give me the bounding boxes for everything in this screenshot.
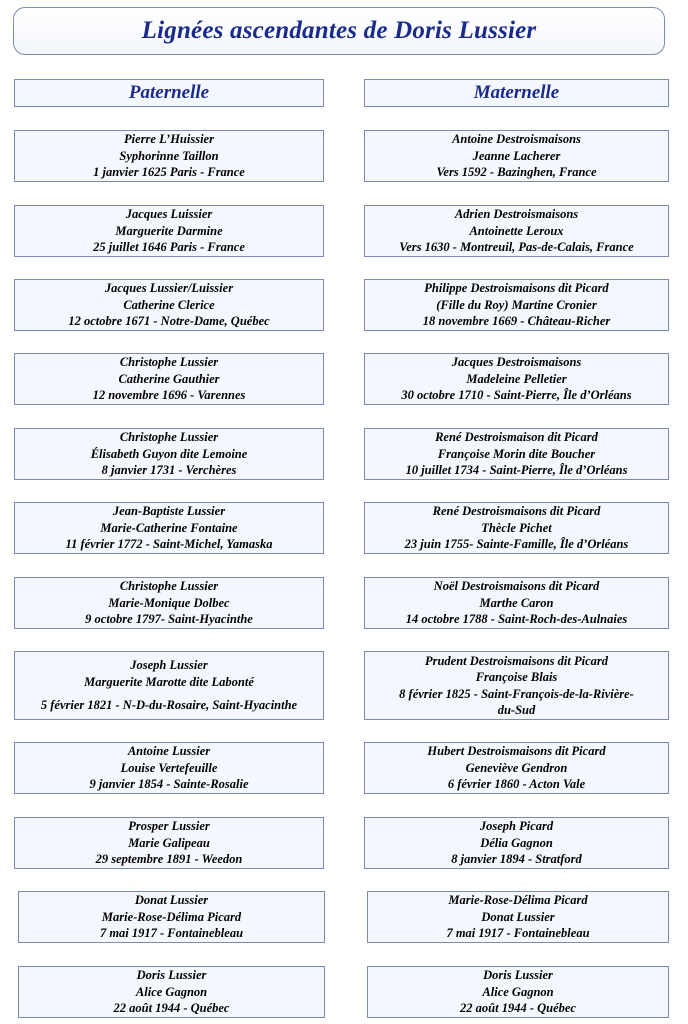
marriage-date-place: 23 juin 1755- Sainte-Famille, Île d’Orléans [404, 537, 629, 552]
paternal-generation-box [14, 651, 324, 720]
maternal-generation-box [364, 353, 669, 405]
spouse-name: (Fille du Roy) Martine Cronier [436, 297, 597, 312]
paternal-generation-box [14, 502, 324, 554]
ancestor-name: Philippe Destroismaisons dit Picard [424, 281, 609, 296]
marriage-date-place: 25 juillet 1646 Paris - France [93, 240, 245, 255]
ancestor-name: Doris Lussier [136, 968, 207, 983]
spouse-name: Marthe Caron [479, 595, 554, 610]
ancestor-name: Prosper Lussier [128, 819, 210, 834]
ancestor-name: Antoine Destroismaisons [452, 132, 581, 147]
maternal-generation-box [364, 817, 669, 869]
ancestor-name: Jean-Baptiste Lussier [112, 504, 226, 519]
marriage-date-place: 6 février 1860 - Acton Vale [447, 777, 586, 792]
ancestor-name: Jacques Luissier [125, 207, 213, 222]
marriage-date-place: 9 janvier 1854 - Sainte-Rosalie [89, 777, 249, 792]
marriage-date-place: 14 octobre 1788 - Saint-Roch-des-Aulnaies [405, 612, 628, 627]
ancestor-name: Donat Lussier [134, 893, 209, 908]
title-banner [13, 7, 665, 55]
maternal-generation-box [364, 130, 669, 182]
marriage-place-continued: du-Sud [497, 703, 536, 717]
paternal-generation-box [14, 428, 324, 480]
marriage-date-place: 9 octobre 1797- Saint-Hyacinthe [85, 612, 253, 627]
marriage-date-place: 1 janvier 1625 Paris - France [93, 165, 245, 180]
spouse-name: Alice Gagnon [482, 984, 554, 999]
ancestor-name: Joseph Picard [479, 819, 554, 834]
maternal-generation-box [364, 651, 669, 720]
maternal-header: Maternelle [364, 79, 669, 107]
marriage-date-place: 10 juillet 1734 - Saint-Pierre, Île d’Orléans [405, 463, 628, 478]
page-title: Lignées ascendantes de Doris Lussier [141, 17, 537, 44]
marriage-date-place: 22 août 1944 - Québec [113, 1001, 230, 1016]
ancestor-name: Jacques Destroismaisons [451, 355, 582, 370]
ancestor-name: Antoine Lussier [127, 744, 211, 759]
paternal-generation-box [14, 353, 324, 405]
spouse-name: Délia Gagnon [480, 835, 553, 850]
spouse-name: Élisabeth Guyon dite Lemoine [90, 446, 248, 461]
paternal-generation-box [14, 130, 324, 182]
ancestor-name: Noël Destroismaisons dit Picard [433, 579, 600, 594]
ancestor-name: Doris Lussier [483, 968, 553, 983]
maternal-generation-box [364, 428, 669, 480]
paternal-generation-box [14, 205, 324, 257]
ancestor-name: Christophe Lussier [119, 355, 219, 370]
marriage-date-place: 12 novembre 1696 - Varennes [92, 388, 246, 403]
paternal-generation-box [18, 891, 325, 943]
marriage-date-place: Vers 1592 - Bazinghen, France [436, 165, 597, 180]
maternal-generation-box [364, 205, 669, 257]
ancestor-name: Prudent Destroismaisons dit Picard [424, 653, 608, 668]
spouse-name: Syphorinne Taillon [119, 148, 219, 163]
marriage-date-place: 7 mai 1917 - Fontainebleau [99, 926, 244, 941]
marriage-date-place: Vers 1630 - Montreuil, Pas-de-Calais, France [399, 240, 634, 255]
marriage-date-place: 8 février 1825 - Saint-François-de-la-Rivière- [399, 686, 634, 701]
maternal-generation-box [364, 279, 669, 331]
paternal-generation-box [14, 742, 324, 794]
spouse-name: Alice Gagnon [135, 984, 208, 999]
spouse-name: Marie Galipeau [128, 835, 210, 850]
marriage-date-place: 8 janvier 1894 - Stratford [451, 852, 582, 867]
paternal-generation-box [18, 966, 325, 1018]
spouse-name: Françoise Blais [475, 670, 558, 684]
maternal-generation-box [367, 891, 669, 943]
marriage-date-place: 30 octobre 1710 - Saint-Pierre, Île d’Orléans [401, 388, 632, 403]
ancestor-name: René Destroismaison dit Picard [435, 430, 598, 445]
paternal-generation-box [14, 817, 324, 869]
ancestor-name: Pierre L’Huissier [124, 132, 214, 147]
spouse-name: Marie-Rose-Délima Picard [101, 909, 242, 924]
marriage-date-place: 7 mai 1917 - Fontainebleau [446, 926, 590, 941]
spouse-name: Antoinette Leroux [469, 223, 564, 238]
marriage-date-place: 29 septembre 1891 - Weedon [95, 852, 243, 867]
ancestor-name: Jacques Lussier/Luissier [104, 281, 234, 296]
ancestor-name: Joseph Lussier [130, 658, 208, 673]
ancestor-name: Christophe Lussier [119, 430, 219, 445]
spouse-name: Louise Vertefeuille [120, 760, 218, 775]
marriage-date-place: 12 octobre 1671 - Notre-Dame, Québec [68, 314, 270, 329]
marriage-date-place: 11 février 1772 - Saint-Michel, Yamaska [65, 537, 273, 552]
marriage-date-place: 22 août 1944 - Québec [460, 1001, 576, 1016]
spouse-name: Jeanne Lacherer [472, 148, 561, 163]
spouse-name: Thècle Pichet [481, 520, 552, 535]
maternal-generation-box [367, 966, 669, 1018]
spouse-name: Catherine Clerice [123, 297, 215, 312]
marriage-date-place: 18 novembre 1669 - Château-Richer [422, 314, 611, 329]
spouse-name: Madeleine Pelletier [466, 371, 567, 386]
paternal-generation-box [14, 577, 324, 629]
marriage-date-place: 8 janvier 1731 - Verchères [101, 463, 237, 478]
spouse-name: Marguerite Darmine [115, 223, 223, 238]
marriage-date-place: 5 février 1821 - N-D-du-Rosaire, Saint-Hyacinthe [40, 698, 298, 713]
spouse-name: Marguerite Marotte dite Labonté [84, 674, 254, 689]
paternal-header: Paternelle [14, 79, 324, 107]
ancestor-name: Hubert Destroismaisons dit Picard [427, 744, 606, 759]
spouse-name: Françoise Morin dite Boucher [437, 446, 596, 461]
ancestor-name: Marie-Rose-Délima Picard [448, 893, 588, 908]
spouse-name: Catherine Gauthier [118, 371, 220, 386]
spouse-name: Marie-Catherine Fontaine [100, 520, 238, 535]
spouse-name: Marie-Monique Dolbec [108, 595, 230, 610]
maternal-generation-box [364, 577, 669, 629]
ancestor-name: Adrien Destroismaisons [454, 207, 579, 222]
ancestor-name: Christophe Lussier [119, 579, 219, 594]
spouse-name: Geneviève Gendron [465, 760, 568, 775]
maternal-generation-box [364, 502, 669, 554]
spouse-name: Donat Lussier [481, 909, 555, 924]
maternal-generation-box [364, 742, 669, 794]
ancestor-name: René Destroismaisons dit Picard [432, 504, 601, 519]
paternal-generation-box [14, 279, 324, 331]
